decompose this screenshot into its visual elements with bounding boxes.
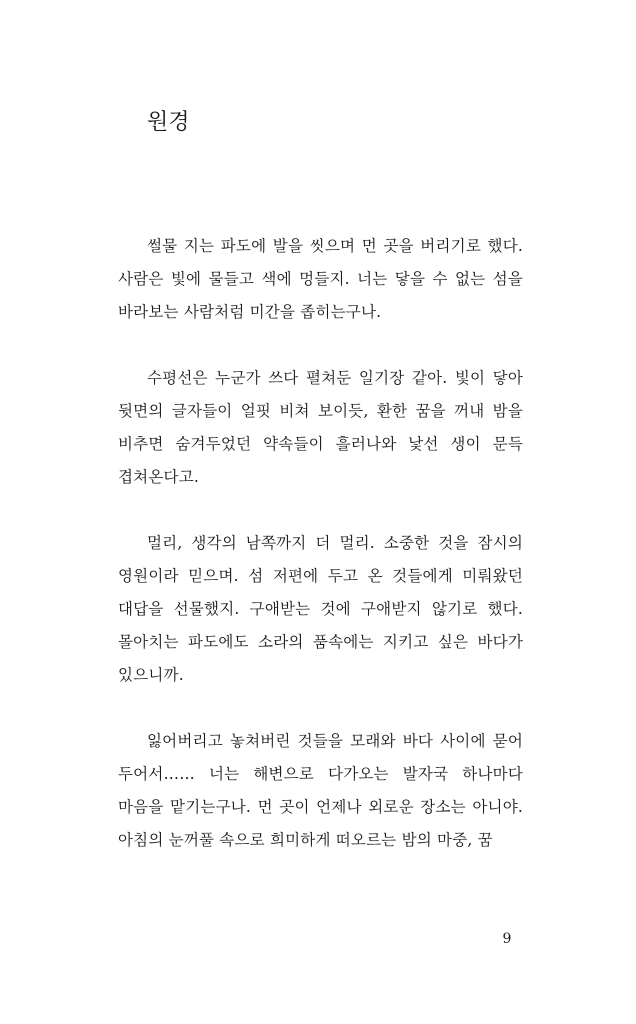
paragraph-2: 수평선은 누군가 쓰다 펼쳐둔 일기장 같아. 빛이 닿아 뒷면의 글자들이 얼핏 비쳐 보이듯, 환한 꿈을 꺼내 밤을 비추면 숨겨두었던 약속들이 흘러나와 낯선 생이 문득 겹쳐온다고. — [118, 369, 523, 486]
paragraph-4: 잃어버리고 놓쳐버린 것들을 모래와 바다 사이에 묻어 두어서…… 너는 해변으로 다가오는 발자국 하나마다 마음을 맡기는구나. 먼 곳이 언제나 외로운 장소는 아니야. 아침의 눈꺼풀 속으로 희미하게 떠오르는 밤의 마중, 꿈 — [118, 732, 523, 849]
body-text — [118, 230, 523, 890]
page-number: 9 — [502, 931, 512, 947]
page-title: 원경 — [147, 110, 190, 135]
paragraph-1: 썰물 지는 파도에 발을 씻으며 먼 곳을 버리기로 했다. 사람은 빛에 물들고 색에 멍들지. 너는 닿을 수 없는 섬을 바라보는 사람처럼 미간을 좁히는구나. — [118, 237, 523, 321]
paragraph-3: 멀리, 생각의 남쪽까지 더 멀리. 소중한 것을 잠시의 영원이라 믿으며. 섬 저편에 두고 온 것들에게 미뤄왔던 대답을 선물했지. 구애받는 것에 구애받지 않기로 했다. 몰아치는 파도에도 소라의 품속에는 지키고 싶은 바다가 있으니까. — [118, 534, 523, 684]
